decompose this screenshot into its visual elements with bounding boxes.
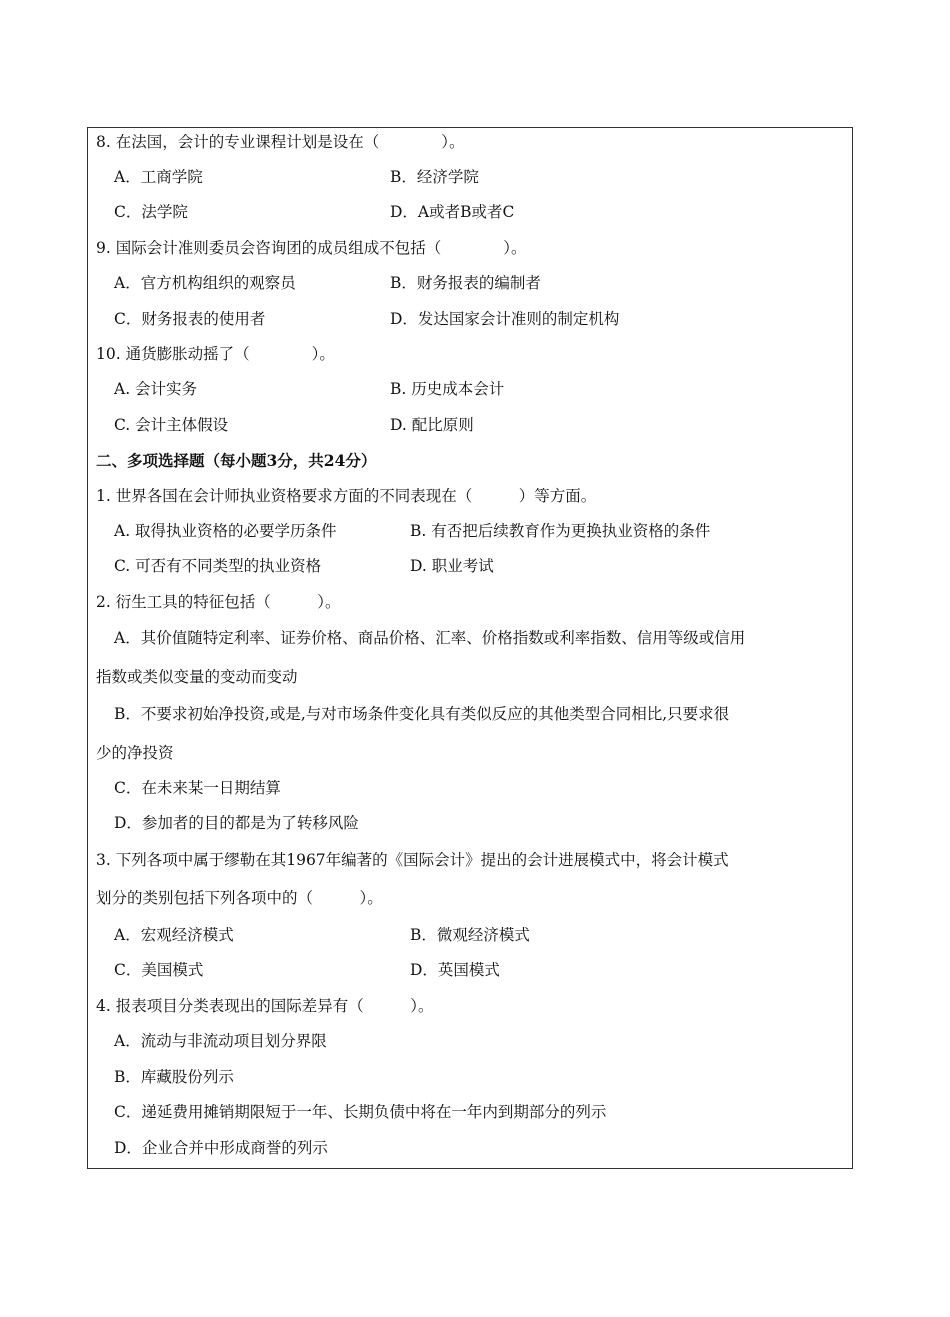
multi-question-3-option-c: C．美国模式: [114, 961, 204, 979]
question-8-option-c: C．法学院: [114, 203, 188, 221]
question-8-option-d: D．A或者B或者C: [390, 203, 515, 221]
multi-question-2-option-d: D．参加者的目的都是为了转移风险: [114, 814, 359, 832]
multi-question-1-option-b: B. 有否把后续教育作为更换执业资格的条件: [410, 522, 711, 540]
question-8-option-b: B．经济学院: [390, 168, 479, 186]
question-9-option-a: A．官方机构组织的观察员: [114, 274, 296, 292]
question-9-option-d: D．发达国家会计准则的制定机构: [390, 310, 620, 328]
multi-question-1-stem: 1. 世界各国在会计师执业资格要求方面的不同表现在（ ）等方面。: [96, 487, 597, 505]
multi-question-2-option-c: C．在未来某一日期结算: [114, 779, 281, 797]
multi-question-3-option-a: A．宏观经济模式: [114, 926, 234, 944]
multi-question-3-stem: 3. 下列各项中属于缪勒在其1967年编著的《国际会计》提出的会计进展模式中，将会计模式: [96, 851, 729, 869]
question-8-stem: 8. 在法国，会计的专业课程计划是设在（ ）。: [96, 133, 465, 151]
multi-question-4-stem: 4. 报表项目分类表现出的国际差异有（ ）。: [96, 997, 434, 1015]
question-10-option-d: D. 配比原则: [390, 416, 474, 434]
multi-question-1-option-d: D. 职业考试: [410, 557, 494, 575]
question-10-stem: 10. 通货膨胀动摇了（ ）。: [96, 345, 335, 363]
multi-question-4-option-b: B．库藏股份列示: [114, 1068, 234, 1086]
multi-question-2-option-a: A．其价值随特定利率、证券价格、商品价格、汇率、价格指数或利率指数、信用等级或信用: [114, 629, 746, 647]
multi-question-2-option-a-continued: 指数或类似变量的变动而变动: [96, 668, 298, 686]
question-8-option-a: A．工商学院: [114, 168, 203, 186]
multi-question-4-option-d: D．企业合并中形成商誉的列示: [114, 1139, 328, 1157]
multi-question-2-option-b-continued: 少的净投资: [96, 744, 174, 762]
question-9-option-b: B．财务报表的编制者: [390, 274, 541, 292]
multi-question-3-option-d: D．英国模式: [410, 961, 500, 979]
question-10-option-c: C. 会计主体假设: [114, 416, 229, 434]
multi-question-1-option-a: A. 取得执业资格的必要学历条件: [114, 522, 337, 540]
question-9-option-c: C．财务报表的使用者: [114, 310, 266, 328]
multi-question-4-option-c: C．递延费用摊销期限短于一年、长期负债中将在一年内到期部分的列示: [114, 1103, 607, 1121]
multi-question-1-option-c: C. 可否有不同类型的执业资格: [114, 557, 322, 575]
multi-question-3-stem-continued: 划分的类别包括下列各项中的（ ）。: [96, 889, 383, 907]
question-10-option-a: A. 会计实务: [114, 380, 198, 398]
question-9-stem: 9. 国际会计准则委员会咨询团的成员组成不包括（ ）。: [96, 239, 527, 257]
multi-question-2-stem: 2. 衍生工具的特征包括（ ）。: [96, 593, 341, 611]
section-heading-multiple-choice: 二、多项选择题（每小题3分，共24分）: [96, 451, 377, 470]
multi-question-3-option-b: B．微观经济模式: [410, 926, 530, 944]
multi-question-2-option-b: B．不要求初始净投资,或是,与对市场条件变化具有类似反应的其他类型合同相比,只要求很: [114, 705, 730, 723]
multi-question-4-option-a: A．流动与非流动项目划分界限: [114, 1032, 327, 1050]
question-10-option-b: B. 历史成本会计: [390, 380, 505, 398]
